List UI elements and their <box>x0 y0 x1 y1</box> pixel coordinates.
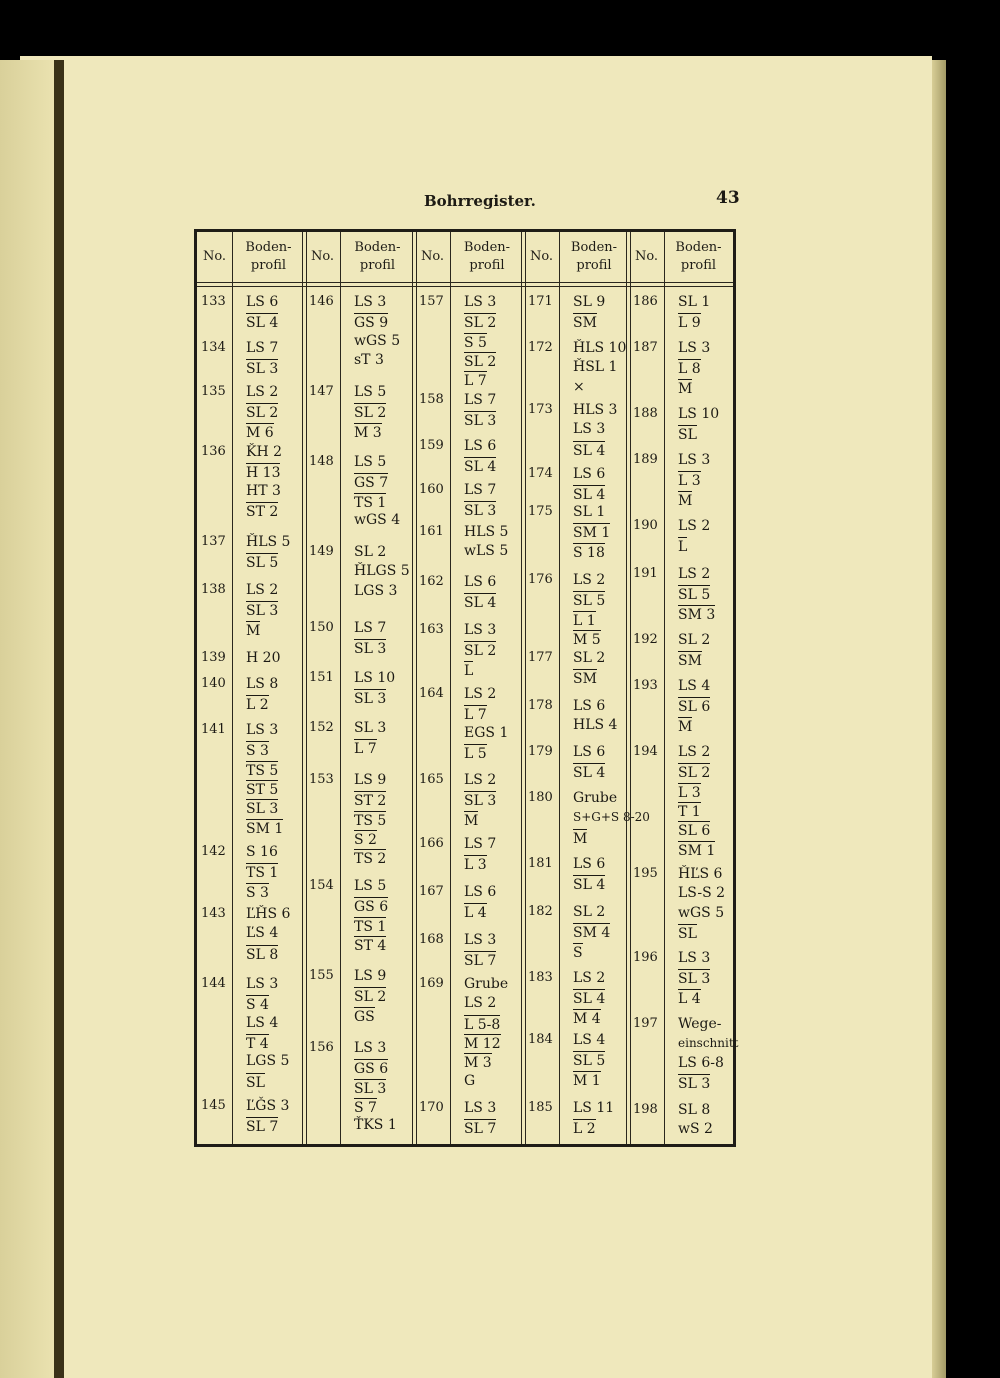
soil-profile-layer: L <box>678 539 688 556</box>
soil-profile-layer: S 18 <box>573 544 605 561</box>
soil-profile-layer: SL 4 <box>573 991 606 1008</box>
soil-profile-layer: TS 1 <box>354 494 387 511</box>
bore-number: 138 <box>201 582 226 597</box>
soil-profile-layer: SL 5 <box>573 1053 606 1070</box>
soil-profile-layer: L 2 <box>246 697 269 714</box>
bore-number: 193 <box>633 678 658 693</box>
column-group-divider <box>521 232 526 1144</box>
bore-number: 171 <box>528 294 553 309</box>
soil-profile-layer: wGS 5 <box>678 904 725 921</box>
soil-profile-layer: LS 7 <box>354 620 387 636</box>
soil-profile-layer: L 1 <box>573 612 596 629</box>
running-head: Bohrregister. <box>424 192 536 210</box>
soil-profile-layer: M <box>678 492 693 509</box>
soil-profile-layer: SL 4 <box>464 595 497 612</box>
soil-profile-layer: LS 3 <box>678 950 711 966</box>
soil-profile-layer: SL 3 <box>464 413 497 430</box>
header-soil-profile: Boden- profil <box>570 240 618 273</box>
soil-profile-layer: M 5 <box>573 631 601 648</box>
soil-profile-layer: SL 3 <box>678 971 711 988</box>
soil-profile-layer: SL 2 <box>354 989 387 1006</box>
soil-profile-layer: GS 6 <box>354 1061 389 1078</box>
soil-profile-layer: LS 3 <box>246 976 279 992</box>
soil-profile-layer: LS 6 <box>464 884 497 900</box>
soil-profile-layer: ȞSL 1 <box>573 359 618 376</box>
bore-number: 167 <box>419 884 444 899</box>
soil-profile-layer: SL 2 <box>464 315 497 332</box>
soil-profile-layer: HT 3 <box>246 482 281 499</box>
soil-profile-layer: LS 6-8 <box>678 1054 724 1071</box>
column-divider <box>450 232 451 1144</box>
soil-profile-layer: LS 10 <box>354 670 396 686</box>
bore-number: 142 <box>201 844 226 859</box>
soil-profile-layer: HLS 4 <box>573 717 618 734</box>
bore-number: 190 <box>633 518 658 533</box>
soil-profile-layer: HLS 3 <box>573 402 618 418</box>
bore-number: 136 <box>201 444 226 459</box>
bore-number: 139 <box>201 650 226 665</box>
soil-profile-layer: ST 2 <box>246 503 279 520</box>
soil-profile-layer: L 5 <box>464 745 487 762</box>
soil-profile-layer: L 4 <box>678 990 701 1007</box>
soil-profile-layer: GS 6 <box>354 899 389 916</box>
soil-profile-layer: LS 2 <box>246 582 279 598</box>
bore-number: 185 <box>528 1100 553 1115</box>
soil-profile-layer: SL 7 <box>464 1121 497 1138</box>
soil-profile-layer: L <box>464 662 474 679</box>
soil-profile-layer: G <box>464 1072 476 1089</box>
soil-profile-layer: SM <box>678 653 702 670</box>
soil-profile-layer: LS 4 <box>246 1014 279 1031</box>
soil-profile-layer: SL 8 <box>246 946 279 963</box>
soil-profile-layer: LS 9 <box>354 772 387 788</box>
bore-number: 182 <box>528 904 553 919</box>
soil-profile-layer: SL 5 <box>678 587 711 604</box>
bore-number: 162 <box>419 574 444 589</box>
soil-profile-layer: L 7 <box>354 741 377 758</box>
soil-profile-layer: TS 5 <box>246 762 279 779</box>
column-group-divider <box>302 232 307 1144</box>
soil-profile-layer: SM 1 <box>678 842 716 859</box>
bore-number: 180 <box>528 790 553 805</box>
soil-profile-layer: Grube <box>464 976 509 992</box>
soil-profile-layer: S 3 <box>246 743 269 760</box>
bore-number: 177 <box>528 650 553 665</box>
column-divider <box>232 232 233 1144</box>
bore-number: 165 <box>419 772 444 787</box>
soil-profile-layer: SL 5 <box>573 593 606 610</box>
soil-profile-layer: SL 7 <box>246 1119 279 1136</box>
soil-profile-layer: SL 3 <box>354 1080 387 1097</box>
soil-profile-layer: LS 3 <box>678 452 711 468</box>
header-separator <box>197 282 733 287</box>
soil-profile-layer: L 7 <box>464 373 487 390</box>
bore-number: 189 <box>633 452 658 467</box>
soil-profile-layer: S 5 <box>464 334 487 351</box>
soil-profile-layer: S <box>573 944 583 961</box>
bore-number: 140 <box>201 676 226 691</box>
bore-number: 150 <box>309 620 334 635</box>
soil-profile-layer: ST 2 <box>354 793 387 810</box>
soil-profile-layer: HLS 5 <box>464 524 509 540</box>
soil-profile-layer: einschnitt <box>678 1036 739 1051</box>
soil-profile-layer: SL 3 <box>246 603 279 620</box>
bore-number: 196 <box>633 950 658 965</box>
soil-profile-layer: SM <box>573 315 597 332</box>
soil-profile-layer: SL 6 <box>678 823 711 840</box>
soil-profile-layer: LS 2 <box>464 772 497 788</box>
bore-number: 188 <box>633 406 658 421</box>
soil-profile-layer: TS 5 <box>354 812 387 829</box>
soil-profile-layer: H 20 <box>246 650 281 666</box>
header-no: No. <box>202 249 227 264</box>
bore-number: 168 <box>419 932 444 947</box>
facing-page-edge <box>0 60 60 1378</box>
soil-profile-layer: LS 2 <box>678 518 711 534</box>
column-group-divider <box>412 232 417 1144</box>
soil-profile-layer: wGS 5 <box>354 332 401 349</box>
soil-profile-layer: SL 3 <box>354 691 387 708</box>
soil-profile-layer: SL 3 <box>354 641 387 658</box>
bore-number: 141 <box>201 722 226 737</box>
soil-profile-layer: L 3 <box>678 784 701 801</box>
soil-profile-layer: SL 2 <box>464 643 497 660</box>
bore-number: 159 <box>419 438 444 453</box>
soil-profile-layer: T 1 <box>678 803 701 820</box>
bore-number: 156 <box>309 1040 334 1055</box>
header-no: No. <box>634 249 659 264</box>
soil-profile-layer: S 3 <box>246 884 269 901</box>
soil-profile-layer: S 4 <box>246 997 269 1014</box>
soil-profile-layer: LS 7 <box>464 392 497 408</box>
column-divider <box>340 232 341 1144</box>
soil-profile-layer: SL 4 <box>573 487 606 504</box>
soil-profile-layer: ȞĽS 6 <box>678 866 723 882</box>
soil-profile-layer: LS 2 <box>573 970 606 986</box>
soil-profile-layer: ȞLGS 5 <box>354 563 410 580</box>
bore-number: 195 <box>633 866 658 881</box>
soil-profile-layer: LS 8 <box>246 676 279 692</box>
soil-profile-layer: SL 8 <box>678 1102 711 1118</box>
soil-profile-layer: H 13 <box>246 465 281 482</box>
soil-profile-layer: LS 6 <box>464 574 497 590</box>
soil-profile-layer: LS 3 <box>464 622 497 638</box>
bore-number: 181 <box>528 856 553 871</box>
soil-profile-layer: S 16 <box>246 844 278 860</box>
header-no: No. <box>310 249 335 264</box>
soil-profile-layer: M <box>678 380 693 397</box>
soil-profile-layer: LS 6 <box>246 294 279 310</box>
bore-register-table <box>194 229 739 1147</box>
bore-number: 152 <box>309 720 334 735</box>
soil-profile-layer: wGS 4 <box>354 511 401 528</box>
soil-profile-layer: LS 2 <box>464 995 497 1012</box>
bore-number: 183 <box>528 970 553 985</box>
soil-profile-layer: M 1 <box>573 1072 601 1089</box>
soil-profile-layer: SL 2 <box>573 650 606 666</box>
soil-profile-layer: SL 2 <box>354 544 387 560</box>
soil-profile-layer: LS 4 <box>573 1032 606 1048</box>
bore-number: 133 <box>201 294 226 309</box>
soil-profile-layer: SL 5 <box>246 555 279 572</box>
bore-number: 134 <box>201 340 226 355</box>
soil-profile-layer: L 3 <box>464 857 487 874</box>
soil-profile-layer: wLS 5 <box>464 543 509 560</box>
bore-number: 154 <box>309 878 334 893</box>
soil-profile-layer: LS 11 <box>573 1100 615 1116</box>
soil-profile-layer: SL <box>246 1074 265 1091</box>
soil-profile-layer: × <box>573 378 585 395</box>
soil-profile-layer: L 8 <box>678 361 701 378</box>
bore-number: 194 <box>633 744 658 759</box>
soil-profile-layer: SM 4 <box>573 925 611 942</box>
bore-number: 187 <box>633 340 658 355</box>
soil-profile-layer: SL 2 <box>464 353 497 370</box>
soil-profile-layer: S 7 <box>354 1099 377 1116</box>
soil-profile-layer: SM 3 <box>678 606 716 623</box>
soil-profile-layer: LS 3 <box>246 722 279 738</box>
header-no: No. <box>529 249 554 264</box>
soil-profile-layer: LS 2 <box>246 384 279 400</box>
soil-profile-layer: LS 4 <box>678 678 711 694</box>
bore-number: 158 <box>419 392 444 407</box>
soil-profile-layer: Wege- <box>678 1016 722 1032</box>
bore-number: 169 <box>419 976 444 991</box>
soil-profile-layer: M <box>246 622 261 639</box>
soil-profile-layer: ǨH 2 <box>246 444 283 460</box>
soil-profile-layer: ȞLS 10 <box>573 340 627 356</box>
soil-profile-layer: TS 2 <box>354 851 387 868</box>
soil-profile-layer: ST 4 <box>354 937 387 954</box>
soil-profile-layer: LS 5 <box>354 878 387 894</box>
bore-number: 163 <box>419 622 444 637</box>
bore-number: 170 <box>419 1100 444 1115</box>
soil-profile-layer: LS 3 <box>678 340 711 356</box>
bore-number: 178 <box>528 698 553 713</box>
soil-profile-layer: ST 5 <box>246 781 279 798</box>
soil-profile-layer: T 4 <box>246 1035 269 1052</box>
header-soil-profile: Boden- profil <box>463 240 511 273</box>
soil-profile-layer: L 9 <box>678 315 701 332</box>
soil-profile-layer: LS 6 <box>464 438 497 454</box>
soil-profile-layer: M 3 <box>354 424 382 441</box>
soil-profile-layer: M 6 <box>246 424 274 441</box>
soil-profile-layer: LS 3 <box>354 294 387 310</box>
soil-profile-layer: LS 5 <box>354 454 387 470</box>
soil-profile-layer: SL 9 <box>573 294 606 310</box>
soil-profile-layer: SL 1 <box>573 504 606 520</box>
soil-profile-layer: SL 2 <box>354 405 387 422</box>
soil-profile-layer: LS 2 <box>464 686 497 702</box>
soil-profile-layer: SL 2 <box>678 765 711 782</box>
soil-profile-layer: SL 2 <box>246 405 279 422</box>
soil-profile-layer: LS 2 <box>678 566 711 582</box>
soil-profile-layer: SL 2 <box>573 904 606 920</box>
soil-profile-layer: SL 4 <box>464 459 497 476</box>
soil-profile-layer: SL 1 <box>678 294 711 310</box>
soil-profile-layer: ĽS 4 <box>246 925 279 942</box>
soil-profile-layer: LS 6 <box>573 856 606 872</box>
soil-profile-layer: LS 6 <box>573 466 606 482</box>
column-group-divider <box>626 232 631 1144</box>
soil-profile-layer: LGS 3 <box>354 582 398 599</box>
soil-profile-layer: wS 2 <box>678 1121 713 1138</box>
bore-number: 184 <box>528 1032 553 1047</box>
soil-profile-layer: LS 6 <box>573 698 606 714</box>
column-divider <box>664 232 665 1144</box>
bore-number: 153 <box>309 772 334 787</box>
soil-profile-layer: LS 2 <box>573 572 606 588</box>
soil-profile-layer: LS 10 <box>678 406 720 422</box>
bore-number: 191 <box>633 566 658 581</box>
soil-profile-layer: LS 3 <box>573 421 606 438</box>
soil-profile-layer: SL 4 <box>573 442 606 459</box>
soil-profile-layer: L 5-8 <box>464 1016 501 1033</box>
soil-profile-layer: L 4 <box>464 905 487 922</box>
soil-profile-layer: LS 3 <box>464 294 497 310</box>
soil-profile-layer: SL <box>678 925 697 942</box>
bore-number: 198 <box>633 1102 658 1117</box>
soil-profile-layer: L 2 <box>573 1121 596 1138</box>
bore-number: 135 <box>201 384 226 399</box>
soil-profile-layer: ĽǦS 3 <box>246 1098 290 1114</box>
soil-profile-layer: LS 9 <box>354 968 387 984</box>
soil-profile-layer: EGS 1 <box>464 724 509 741</box>
page-stack-edge <box>932 60 946 1378</box>
soil-profile-layer: S+G+S 8-20 <box>573 810 650 825</box>
soil-profile-layer: SL 4 <box>573 877 606 894</box>
bore-number: 148 <box>309 454 334 469</box>
bore-number: 166 <box>419 836 444 851</box>
bore-number: 175 <box>528 504 553 519</box>
soil-profile-layer: M 12 <box>464 1035 501 1052</box>
soil-profile-layer: SL 3 <box>464 793 497 810</box>
soil-profile-layer: TS 1 <box>354 918 387 935</box>
bore-number: 173 <box>528 402 553 417</box>
soil-profile-layer: SL 4 <box>573 765 606 782</box>
bore-number: 151 <box>309 670 334 685</box>
soil-profile-layer: L 3 <box>678 473 701 490</box>
soil-profile-layer: M <box>573 830 588 847</box>
soil-profile-layer: SL <box>678 427 697 444</box>
bore-number: 157 <box>419 294 444 309</box>
soil-profile-layer: M 3 <box>464 1055 492 1072</box>
soil-profile-layer: SL 3 <box>354 720 387 736</box>
bore-number: 147 <box>309 384 334 399</box>
soil-profile-layer: SM 1 <box>246 820 284 837</box>
soil-profile-layer: LS 7 <box>246 340 279 356</box>
bore-number: 155 <box>309 968 334 983</box>
soil-profile-layer: LS 3 <box>464 1100 497 1116</box>
soil-profile-layer: Grube <box>573 790 618 806</box>
soil-profile-layer: LS 7 <box>464 836 497 852</box>
soil-profile-layer: sT 3 <box>354 351 384 368</box>
soil-profile-layer: SL 6 <box>678 699 711 716</box>
bore-number: 176 <box>528 572 553 587</box>
soil-profile-layer: SL 7 <box>464 953 497 970</box>
page-number: 43 <box>716 188 740 208</box>
bore-number: 160 <box>419 482 444 497</box>
bore-number: 172 <box>528 340 553 355</box>
book-gutter <box>54 60 64 1378</box>
soil-profile-layer: LS 5 <box>354 384 387 400</box>
soil-profile-layer: LS-S 2 <box>678 885 726 902</box>
soil-profile-layer: SL 3 <box>246 361 279 378</box>
bore-number: 146 <box>309 294 334 309</box>
soil-profile-layer: LS 3 <box>354 1040 387 1056</box>
header-soil-profile: Boden- profil <box>354 240 401 273</box>
soil-profile-layer: ĽȞS 6 <box>246 906 291 922</box>
header-soil-profile: Boden- profil <box>245 240 292 273</box>
soil-profile-layer: M <box>464 812 479 829</box>
soil-profile-layer: ȞLS 5 <box>246 534 291 550</box>
bore-number: 145 <box>201 1098 226 1113</box>
soil-profile-layer: GS 7 <box>354 475 389 492</box>
bore-number: 144 <box>201 976 226 991</box>
soil-profile-layer: SL 2 <box>678 632 711 648</box>
bore-number: 149 <box>309 544 334 559</box>
soil-profile-layer: GS 9 <box>354 315 389 332</box>
bore-number: 161 <box>419 524 444 539</box>
soil-profile-layer: SL 4 <box>246 315 279 332</box>
soil-profile-layer: M <box>678 718 693 735</box>
bore-number: 143 <box>201 906 226 921</box>
soil-profile-layer: L 7 <box>464 707 487 724</box>
soil-profile-layer: SL 3 <box>678 1075 711 1092</box>
bore-number: 164 <box>419 686 444 701</box>
soil-profile-layer: LS 2 <box>678 744 711 760</box>
bore-number: 186 <box>633 294 658 309</box>
header-no: No. <box>420 249 445 264</box>
bore-number: 197 <box>633 1016 658 1031</box>
soil-profile-layer: TS 1 <box>246 865 279 882</box>
soil-profile-layer: LS 3 <box>464 932 497 948</box>
soil-profile-layer: GS <box>354 1008 375 1025</box>
soil-profile-layer: SL 3 <box>464 503 497 520</box>
soil-profile-layer: SM 1 <box>573 525 611 542</box>
soil-profile-layer: ŤKS 1 <box>354 1117 397 1134</box>
header-soil-profile: Boden- profil <box>675 240 722 273</box>
bore-number: 192 <box>633 632 658 647</box>
bore-number: 137 <box>201 534 226 549</box>
soil-profile-layer: LS 6 <box>573 744 606 760</box>
soil-profile-layer: SL 3 <box>246 801 279 818</box>
soil-profile-layer: LGS 5 <box>246 1053 290 1070</box>
bore-number: 174 <box>528 466 553 481</box>
column-divider <box>559 232 560 1144</box>
soil-profile-layer: SM <box>573 671 597 688</box>
soil-profile-layer: LS 7 <box>464 482 497 498</box>
soil-profile-layer: S 2 <box>354 831 377 848</box>
bore-number: 179 <box>528 744 553 759</box>
soil-profile-layer: M 4 <box>573 1010 601 1027</box>
